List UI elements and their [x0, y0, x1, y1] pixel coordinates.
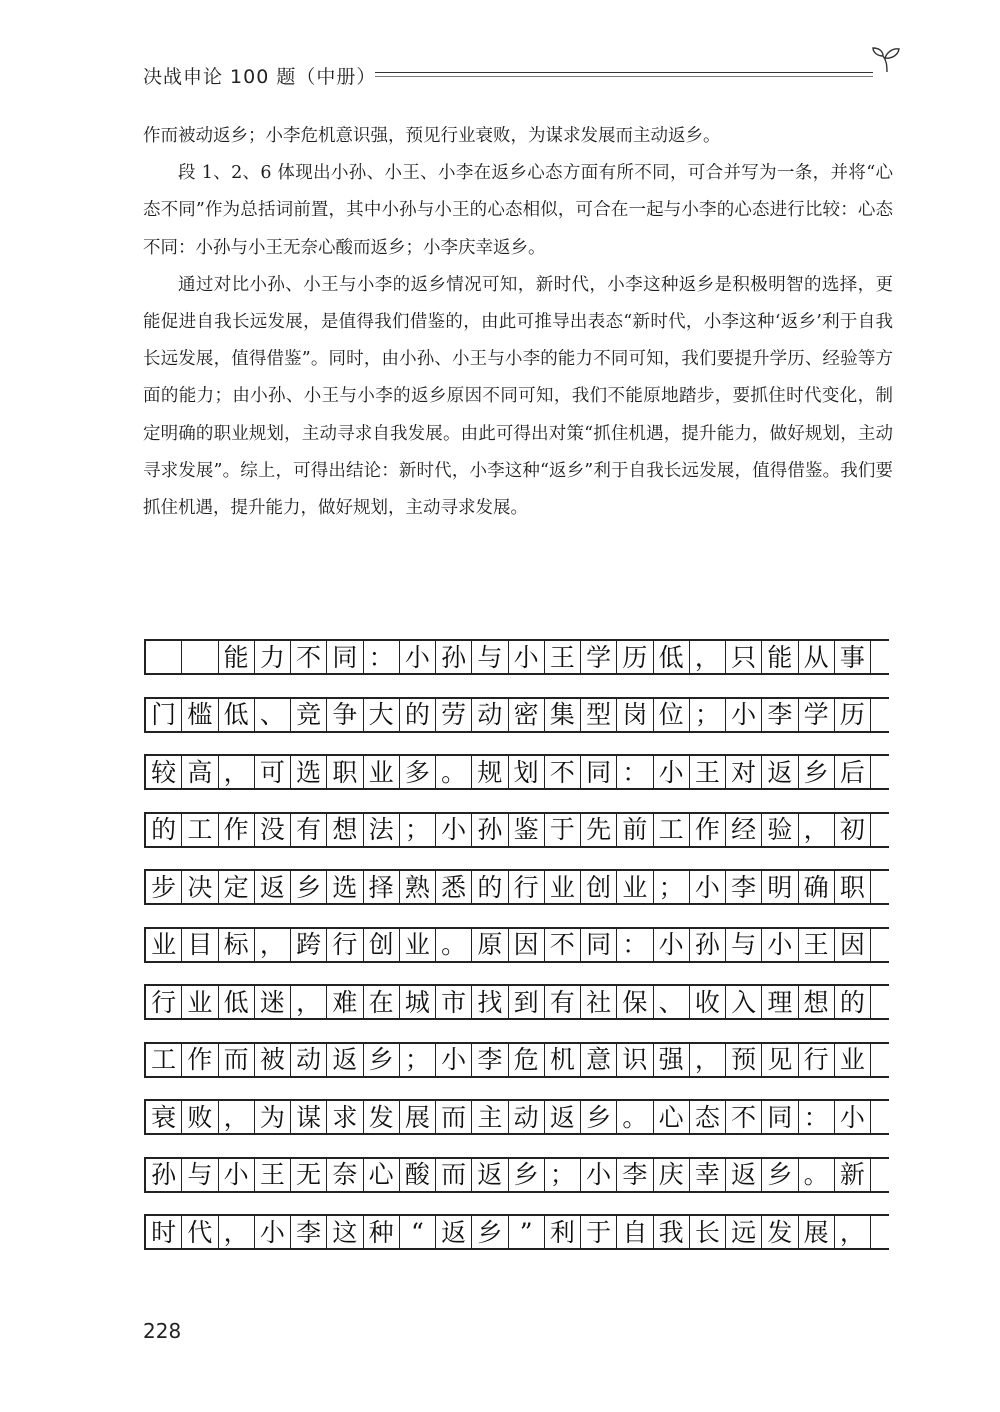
- grid-cell: 主: [472, 1101, 508, 1133]
- grid-cell: 前: [617, 814, 653, 846]
- header-rule: [375, 72, 873, 73]
- grid-cell: 利: [545, 1216, 581, 1248]
- grid-cell: 孙: [472, 814, 508, 846]
- grid-cell: 业: [182, 986, 218, 1018]
- grid-cell: 熟: [400, 871, 436, 903]
- grid-cell: ；: [690, 699, 726, 731]
- grid-cell: 于: [545, 814, 581, 846]
- grid-cell: 业: [364, 756, 400, 788]
- grid-cell: 而: [436, 1101, 472, 1133]
- grid-row: [144, 1042, 889, 1078]
- grid-cell: 只: [726, 641, 762, 673]
- grid-cell: 能: [219, 641, 255, 673]
- grid-cell: 同: [581, 756, 617, 788]
- grid-cell: 行: [146, 986, 182, 1018]
- grid-cell: 危: [509, 1044, 545, 1076]
- grid-cell: 作: [182, 1044, 218, 1076]
- grid-cell: 小: [690, 871, 726, 903]
- grid-cell: 业: [617, 871, 653, 903]
- grid-cell: 乡: [509, 1159, 545, 1191]
- grid-cell: 力: [255, 641, 291, 673]
- grid-cell: 我: [654, 1216, 690, 1248]
- grid-cell: 岗: [617, 699, 653, 731]
- grid-cell: 谋: [291, 1101, 327, 1133]
- grid-cell: 王: [545, 641, 581, 673]
- sprout-icon: [869, 42, 905, 78]
- grid-cell: 理: [762, 986, 798, 1018]
- grid-cell: 时: [146, 1216, 182, 1248]
- grid-cell: 王: [255, 1159, 291, 1191]
- grid-cell: 动: [509, 1101, 545, 1133]
- grid-cell: 乡: [799, 756, 835, 788]
- grid-cell: 确: [799, 871, 835, 903]
- grid-cell: 的: [400, 699, 436, 731]
- grid-cell: 明: [762, 871, 798, 903]
- grid-cell: 奈: [327, 1159, 363, 1191]
- grid-cell: 创: [581, 871, 617, 903]
- grid-row: [144, 754, 889, 790]
- grid-cell: “: [400, 1216, 436, 1248]
- grid-cell: 乡: [291, 871, 327, 903]
- grid-cell: 这: [327, 1216, 363, 1248]
- grid-cell: 孙: [436, 641, 472, 673]
- grid-cell: 因: [509, 929, 545, 961]
- grid-cell: 决: [182, 871, 218, 903]
- grid-cell: 衰: [146, 1101, 182, 1133]
- grid-row: [144, 697, 889, 733]
- grid-cell: 迷: [255, 986, 291, 1018]
- grid-cell: 先: [581, 814, 617, 846]
- grid-cell: ，: [835, 1216, 871, 1248]
- grid-cell: 市: [436, 986, 472, 1018]
- grid-cell: 的: [146, 814, 182, 846]
- grid-cell: 在: [364, 986, 400, 1018]
- grid-cell: ”: [509, 1216, 545, 1248]
- grid-cell: 孙: [146, 1159, 182, 1191]
- paragraph-continued: 作而被动返乡；小李危机意识强，预见行业衰败，为谋求发展而主动返乡。: [143, 126, 721, 146]
- grid-cell: 选: [291, 756, 327, 788]
- grid-cell: 的: [835, 986, 871, 1018]
- grid-cell: 意: [581, 1044, 617, 1076]
- grid-cell: 同: [581, 929, 617, 961]
- grid-cell: 返: [726, 1159, 762, 1191]
- grid-cell: 学: [581, 641, 617, 673]
- grid-cell: 劳: [436, 699, 472, 731]
- grid-cell: 业: [835, 1044, 871, 1076]
- grid-cell: 小: [835, 1101, 871, 1133]
- grid-cell: 后: [835, 756, 871, 788]
- grid-cell: 职: [835, 871, 871, 903]
- grid-cell: 初: [835, 814, 871, 846]
- grid-cell: ：: [364, 641, 400, 673]
- grid-cell: 强: [654, 1044, 690, 1076]
- grid-cell: 代: [182, 1216, 218, 1248]
- grid-cell: 而: [436, 1159, 472, 1191]
- grid-cell: 事: [835, 641, 871, 673]
- grid-cell: 王: [690, 756, 726, 788]
- grid-cell: 鉴: [509, 814, 545, 846]
- grid-cell: 小: [436, 814, 472, 846]
- grid-cell: 择: [364, 871, 400, 903]
- grid-cell: ：: [799, 1101, 835, 1133]
- grid-row: [144, 927, 889, 963]
- paragraph-conclusion: 通过对比小孙、小王与小李的返乡情况可知，新时代，小李这种返乡是积极明智的选择，更能促进自我长远发展，是值得我们借鉴的，由此可推导出表态“新时代，小李这种‘返乡’利于自我长远发展，值得借鉴”。同时，由小孙、小王与小李的能力不同可知，我们要提升学历、经验等方面的能力；由小孙、小王与小李的返乡原因不同可知，我们不能原地踏步，要抓住时代变化，制定明确的职业规划，主动寻求自我发展。由此可得出对策“抓住机遇，提升能力，做好规划，主动寻求发展”。综上，可得出结论：新时代，小李这种“返乡”利于自我长远发展，值得借鉴。我们要抓住机遇，提升能力，做好规划，主动寻求发展。: [143, 274, 893, 519]
- grid-cell: 学: [799, 699, 835, 731]
- grid-cell: 职: [327, 756, 363, 788]
- grid-cell: 庆: [654, 1159, 690, 1191]
- grid-cell: 败: [182, 1101, 218, 1133]
- grid-row: [144, 1157, 889, 1193]
- grid-cell: 小: [654, 756, 690, 788]
- book-title: 决战申论 100 题（中册）: [143, 66, 377, 88]
- grid-cell: 入: [726, 986, 762, 1018]
- grid-cell: 幸: [690, 1159, 726, 1191]
- grid-cell: 法: [364, 814, 400, 846]
- grid-row: [144, 812, 889, 848]
- grid-cell: 历: [617, 641, 653, 673]
- paragraph-mindset: 段 1、2、6 体现出小孙、小王、小李在返乡心态方面有所不同，可合并写为一条，并将“心态不同”作为总括词前置，其中小孙与小王的心态相似，可合在一起与小李的心态进行比较：心态不同：小孙与小王无奈心酸而返乡；小李庆幸返乡。: [143, 163, 893, 258]
- grid-cell: 同: [762, 1101, 798, 1133]
- grid-cell: 展: [799, 1216, 835, 1248]
- grid-cell: 。: [617, 1101, 653, 1133]
- grid-cell: 李: [726, 871, 762, 903]
- grid-cell: ，: [255, 929, 291, 961]
- grid-cell: 不: [545, 756, 581, 788]
- grid-cell: [146, 641, 182, 673]
- grid-cell: 因: [835, 929, 871, 961]
- grid-cell: 行: [799, 1044, 835, 1076]
- grid-cell: 的: [472, 871, 508, 903]
- grid-cell: 李: [291, 1216, 327, 1248]
- grid-cell: 能: [762, 641, 798, 673]
- grid-cell: ，: [219, 1101, 255, 1133]
- grid-cell: 想: [327, 814, 363, 846]
- grid-cell: 槛: [182, 699, 218, 731]
- grid-cell: 王: [799, 929, 835, 961]
- grid-cell: 、: [654, 986, 690, 1018]
- grid-cell: 规: [472, 756, 508, 788]
- grid-cell: 展: [400, 1101, 436, 1133]
- grid-cell: 种: [364, 1216, 400, 1248]
- header-rule-secondary: [375, 76, 873, 77]
- grid-cell: 作: [219, 814, 255, 846]
- grid-cell: 返: [762, 756, 798, 788]
- grid-cell: 较: [146, 756, 182, 788]
- grid-cell: 小: [219, 1159, 255, 1191]
- grid-cell: 型: [581, 699, 617, 731]
- grid-cell: 经: [726, 814, 762, 846]
- grid-cell: 历: [835, 699, 871, 731]
- grid-cell: 小: [509, 641, 545, 673]
- grid-cell: 可: [255, 756, 291, 788]
- grid-cell: 行: [509, 871, 545, 903]
- grid-cell: ：: [617, 929, 653, 961]
- grid-cell: 行: [327, 929, 363, 961]
- grid-cell: 目: [182, 929, 218, 961]
- grid-cell: 长: [690, 1216, 726, 1248]
- grid-cell: 找: [472, 986, 508, 1018]
- body-text: [143, 118, 893, 527]
- grid-cell: 酸: [400, 1159, 436, 1191]
- grid-cell: 不: [726, 1101, 762, 1133]
- grid-cell: 小: [726, 699, 762, 731]
- grid-cell: 门: [146, 699, 182, 731]
- grid-row: [144, 1214, 889, 1250]
- grid-cell: 李: [472, 1044, 508, 1076]
- grid-cell: 不: [545, 929, 581, 961]
- grid-cell: 与: [182, 1159, 218, 1191]
- grid-cell: 悉: [436, 871, 472, 903]
- grid-cell: 。: [436, 929, 472, 961]
- grid-row: [144, 984, 889, 1020]
- grid-cell: 高: [182, 756, 218, 788]
- grid-cell: 想: [799, 986, 835, 1018]
- grid-cell: 心: [654, 1101, 690, 1133]
- grid-cell: 选: [327, 871, 363, 903]
- grid-cell: 创: [364, 929, 400, 961]
- grid-cell: ，: [799, 814, 835, 846]
- grid-cell: 求: [327, 1101, 363, 1133]
- grid-cell: 小: [762, 929, 798, 961]
- grid-cell: 工: [182, 814, 218, 846]
- grid-cell: 识: [617, 1044, 653, 1076]
- grid-cell: 、: [255, 699, 291, 731]
- grid-cell: 标: [219, 929, 255, 961]
- grid-cell: 工: [146, 1044, 182, 1076]
- grid-cell: 定: [219, 871, 255, 903]
- grid-cell: 争: [327, 699, 363, 731]
- grid-cell: 有: [291, 814, 327, 846]
- grid-cell: 集: [545, 699, 581, 731]
- grid-cell: 难: [327, 986, 363, 1018]
- grid-cell: 乡: [581, 1101, 617, 1133]
- grid-cell: 到: [509, 986, 545, 1018]
- grid-cell: 小: [581, 1159, 617, 1191]
- grid-cell: 返: [472, 1159, 508, 1191]
- grid-cell: 对: [726, 756, 762, 788]
- grid-cell: 与: [726, 929, 762, 961]
- grid-cell: ，: [219, 756, 255, 788]
- grid-cell: 作: [690, 814, 726, 846]
- grid-cell: 不: [291, 641, 327, 673]
- grid-cell: 。: [799, 1159, 835, 1191]
- grid-cell: 密: [509, 699, 545, 731]
- grid-cell: 被: [255, 1044, 291, 1076]
- grid-cell: 跨: [291, 929, 327, 961]
- grid-row: [144, 1099, 889, 1135]
- grid-cell: 业: [400, 929, 436, 961]
- grid-row: [144, 869, 889, 905]
- grid-cell: 于: [581, 1216, 617, 1248]
- grid-cell: 划: [509, 756, 545, 788]
- answer-sheet-grid: [144, 639, 889, 1272]
- grid-cell: 返: [545, 1101, 581, 1133]
- grid-cell: 发: [762, 1216, 798, 1248]
- grid-cell: 社: [581, 986, 617, 1018]
- grid-cell: ，: [219, 1216, 255, 1248]
- grid-cell: 小: [400, 641, 436, 673]
- grid-cell: 小: [255, 1216, 291, 1248]
- grid-cell: 与: [472, 641, 508, 673]
- grid-cell: ；: [400, 814, 436, 846]
- grid-cell: 态: [690, 1101, 726, 1133]
- grid-cell: 预: [726, 1044, 762, 1076]
- grid-cell: 大: [364, 699, 400, 731]
- page-header: [143, 58, 898, 98]
- grid-cell: 李: [617, 1159, 653, 1191]
- grid-cell: [182, 641, 218, 673]
- grid-cell: ，: [291, 986, 327, 1018]
- grid-cell: ；: [654, 871, 690, 903]
- grid-cell: 工: [654, 814, 690, 846]
- grid-cell: 从: [799, 641, 835, 673]
- grid-cell: 乡: [762, 1159, 798, 1191]
- grid-cell: 小: [436, 1044, 472, 1076]
- grid-cell: 步: [146, 871, 182, 903]
- grid-cell: 动: [472, 699, 508, 731]
- grid-cell: 为: [255, 1101, 291, 1133]
- grid-cell: 孙: [690, 929, 726, 961]
- grid-cell: ：: [617, 756, 653, 788]
- grid-cell: 李: [762, 699, 798, 731]
- grid-cell: 动: [291, 1044, 327, 1076]
- grid-cell: ，: [690, 641, 726, 673]
- grid-cell: 原: [472, 929, 508, 961]
- grid-cell: 远: [726, 1216, 762, 1248]
- grid-cell: 多: [400, 756, 436, 788]
- grid-cell: ，: [690, 1044, 726, 1076]
- grid-cell: ；: [400, 1044, 436, 1076]
- page-number: 228: [143, 1319, 182, 1343]
- grid-cell: 业: [146, 929, 182, 961]
- grid-cell: 低: [219, 986, 255, 1018]
- grid-cell: 见: [762, 1044, 798, 1076]
- grid-cell: 没: [255, 814, 291, 846]
- grid-cell: 返: [255, 871, 291, 903]
- grid-row: [144, 639, 889, 675]
- grid-cell: 位: [654, 699, 690, 731]
- grid-cell: 验: [762, 814, 798, 846]
- grid-cell: 返: [436, 1216, 472, 1248]
- grid-cell: 小: [654, 929, 690, 961]
- grid-cell: 机: [545, 1044, 581, 1076]
- grid-cell: 收: [690, 986, 726, 1018]
- grid-cell: 城: [400, 986, 436, 1018]
- grid-cell: 有: [545, 986, 581, 1018]
- grid-cell: 心: [364, 1159, 400, 1191]
- grid-cell: 低: [219, 699, 255, 731]
- grid-cell: 而: [219, 1044, 255, 1076]
- grid-cell: 。: [436, 756, 472, 788]
- grid-cell: 新: [835, 1159, 871, 1191]
- grid-cell: 同: [327, 641, 363, 673]
- grid-cell: 乡: [364, 1044, 400, 1076]
- grid-cell: 返: [327, 1044, 363, 1076]
- grid-cell: 自: [617, 1216, 653, 1248]
- grid-cell: 业: [545, 871, 581, 903]
- grid-cell: 乡: [472, 1216, 508, 1248]
- grid-cell: 发: [364, 1101, 400, 1133]
- grid-cell: 竞: [291, 699, 327, 731]
- grid-cell: 低: [654, 641, 690, 673]
- grid-cell: 无: [291, 1159, 327, 1191]
- grid-cell: 保: [617, 986, 653, 1018]
- grid-cell: ；: [545, 1159, 581, 1191]
